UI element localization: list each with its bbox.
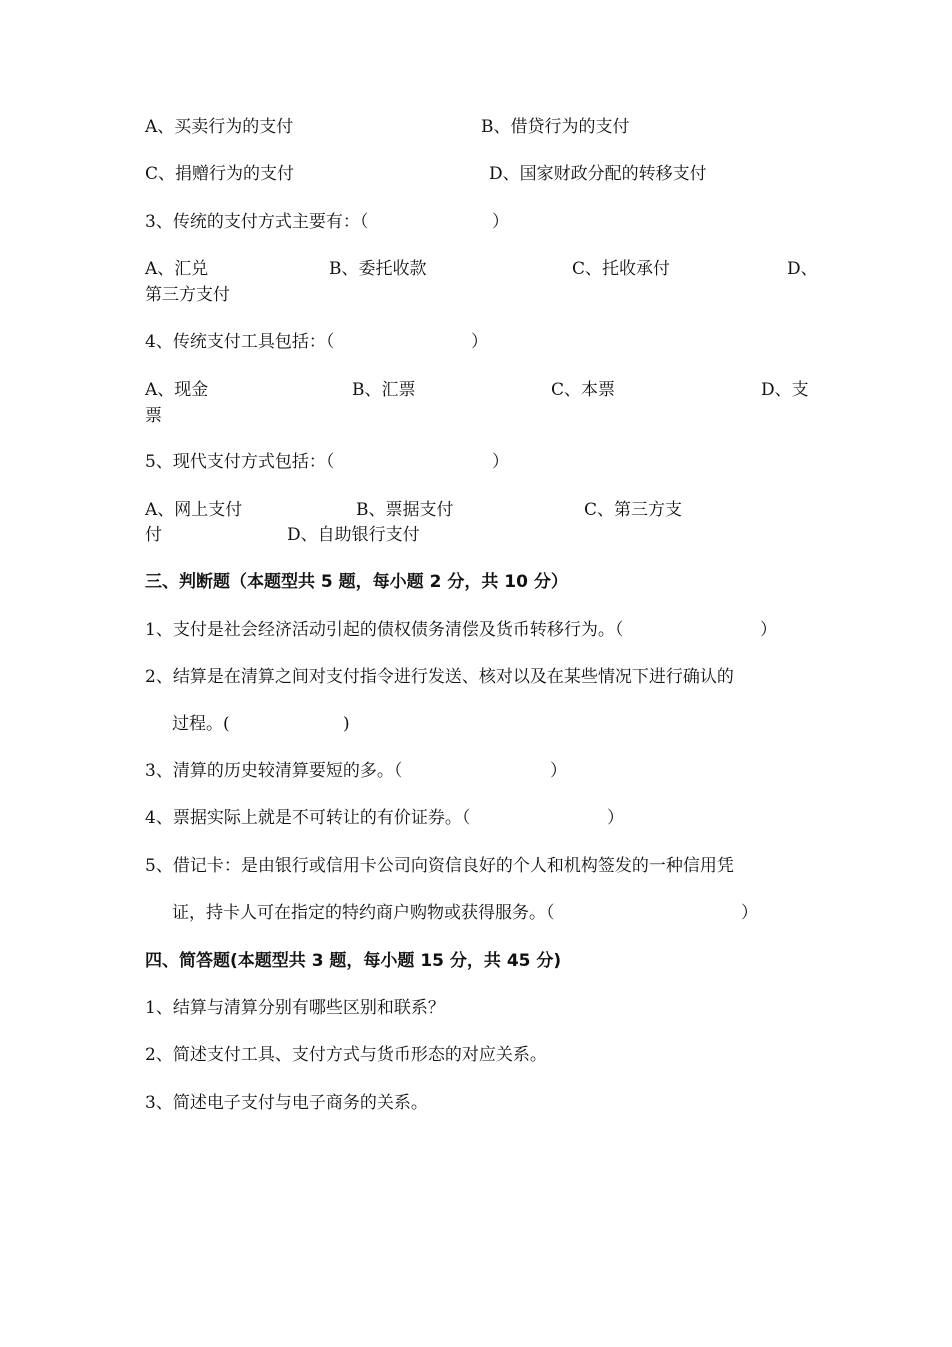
q5-option-d: D、自助银行支付 [287, 525, 420, 545]
q4-option-d-prefix: D、支 [761, 380, 809, 400]
tf-item-4-close: ） [607, 808, 624, 828]
q4-option-d-text: 票 [145, 406, 162, 426]
option-a: A、买卖行为的支付 [145, 117, 294, 137]
tf-item-2-cont: 过程。( [172, 714, 230, 734]
tf-item-1: 1、支付是社会经济活动引起的债权债务清偿及货币转移行为。（ [145, 620, 624, 640]
q4-stem: 4、传统支付工具包括：（ [145, 332, 335, 352]
section3-heading: 三、判断题（本题型共 5 题，每小题 2 分，共 10 分） [145, 572, 568, 592]
q3-option-b: B、委托收款 [329, 259, 427, 279]
tf-item-5: 5、借记卡：是由银行或信用卡公司向资信良好的个人和机构签发的一种信用凭 [145, 856, 734, 876]
q4-option-b: B、汇票 [352, 380, 416, 400]
section4-heading: 四、简答题(本题型共 3 题，每小题 15 分，共 45 分) [145, 951, 562, 971]
q5-close-paren: ） [492, 452, 509, 472]
sa-item-3: 3、简述电子支付与电子商务的关系。 [145, 1093, 428, 1113]
tf-item-2-close: ) [343, 714, 350, 734]
q4-option-a: A、现金 [145, 380, 209, 400]
q3-option-c: C、托收承付 [572, 259, 671, 279]
tf-item-1-close: ） [760, 620, 777, 640]
q3-option-a: A、汇兑 [145, 259, 209, 279]
tf-item-4: 4、票据实际上就是不可转让的有价证券。（ [145, 808, 471, 828]
q3-close-paren: ） [492, 212, 509, 232]
q5-option-b: B、票据支付 [356, 500, 454, 520]
q4-option-c: C、本票 [551, 380, 616, 400]
tf-item-5-close: ） [741, 903, 758, 923]
q3-option-d-text: 第三方支付 [145, 285, 230, 305]
q4-close-paren: ） [471, 332, 488, 352]
sa-item-2: 2、简述支付工具、支付方式与货币形态的对应关系。 [145, 1045, 547, 1065]
tf-item-2: 2、结算是在清算之间对支付指令进行发送、核对以及在某些情况下进行确认的 [145, 667, 734, 687]
tf-item-3-close: ） [550, 761, 567, 781]
tf-item-3: 3、清算的历史较清算要短的多。（ [145, 761, 403, 781]
option-b: B、借贷行为的支付 [481, 117, 630, 137]
q3-stem: 3、传统的支付方式主要有：（ [145, 212, 369, 232]
q5-option-c-end: 付 [145, 525, 162, 545]
q5-option-c-part: C、第三方支 [584, 500, 683, 520]
q5-option-a: A、网上支付 [145, 500, 243, 520]
tf-item-5-cont: 证，持卡人可在指定的特约商户购物或获得服务。（ [172, 903, 555, 923]
q5-stem: 5、现代支付方式包括：（ [145, 452, 335, 472]
option-d: D、国家财政分配的转移支付 [489, 164, 707, 184]
q3-option-d-prefix: D、 [787, 259, 818, 279]
sa-item-1: 1、结算与清算分别有哪些区别和联系？ [145, 998, 445, 1018]
option-c: C、捐赠行为的支付 [145, 164, 295, 184]
